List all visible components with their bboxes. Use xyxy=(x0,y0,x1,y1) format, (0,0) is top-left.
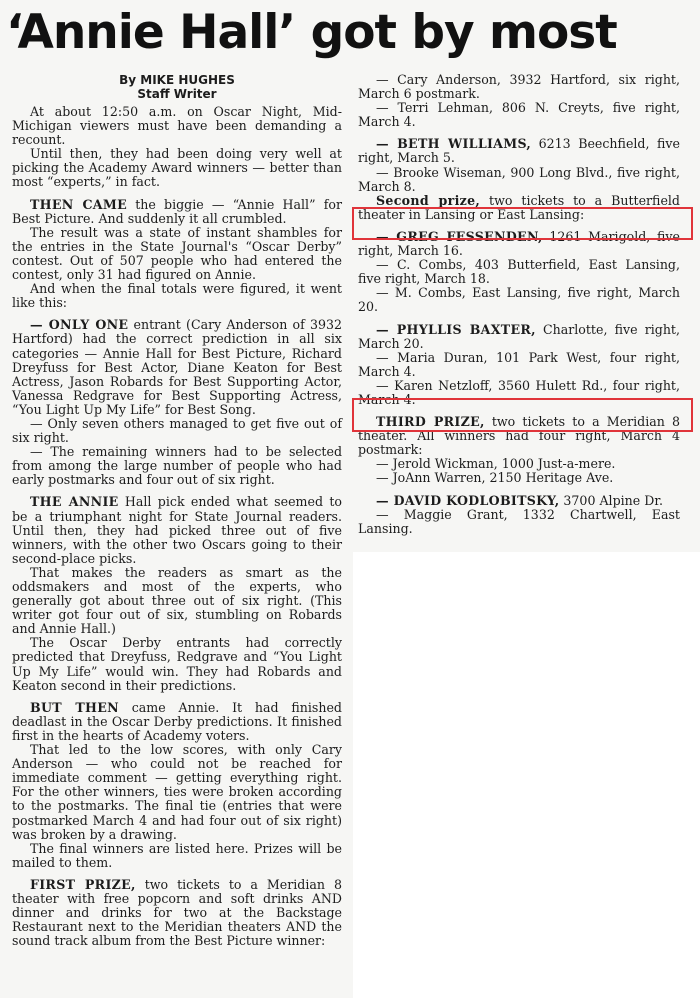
paragraph-text: two tickets to a Meridian 8 theater. All winners had four right, March 4 postmark: xyxy=(358,414,680,458)
paragraph-text: — Brooke Wiseman, 900 Long Blvd., five right, March 8. xyxy=(358,164,680,194)
right-paragraph xyxy=(358,286,680,314)
left-column xyxy=(12,73,342,948)
paragraph-text: — M. Combs, East Lansing, five right, March 20. xyxy=(358,285,680,315)
right-paragraph xyxy=(358,351,680,379)
right-paragraph xyxy=(358,508,680,536)
paragraph-text: That makes the readers as smart as the oddsmakers and most of the experts, who generally got about three out of six right. (This writer got four out of six, stumbling on Robards and Annie Hall.) xyxy=(12,564,342,637)
byline xyxy=(12,73,342,101)
left-paragraph xyxy=(12,566,342,636)
paragraph-text: 6213 Beechfield, five right, March 5. xyxy=(358,136,680,166)
paragraph-lead: Second prize, xyxy=(376,192,481,208)
paragraph-lead: THIRD PRIZE, xyxy=(376,414,485,430)
paragraph-text: The final winners are listed here. Prizes will be mailed to them. xyxy=(12,840,342,870)
paragraph-text: At about 12:50 a.m. on Oscar Night, Mid-Michigan viewers must have been demanding a recount. xyxy=(12,104,342,148)
paragraph-text: — The remaining winners had to be selected from among the large number of people who had early postmarks and four out of six right. xyxy=(12,444,342,488)
paragraph-text: — Maria Duran, 101 Park West, four right, March 4. xyxy=(358,349,680,379)
left-paragraph xyxy=(12,743,342,842)
left-paragraph xyxy=(12,417,342,445)
left-paragraph xyxy=(12,878,342,948)
paragraph-lead: FIRST PRIZE, xyxy=(30,876,136,892)
left-paragraph xyxy=(12,105,342,147)
left-paragraph xyxy=(12,495,342,565)
left-paragraph xyxy=(12,701,342,743)
paragraph-text: — Jerold Wickman, 1000 Just-a-mere. xyxy=(376,456,616,472)
headline: ‘Annie Hall’ got by most xyxy=(6,5,617,60)
left-paragraph xyxy=(12,282,342,310)
right-column-body xyxy=(358,73,680,536)
paragraph-text: came Annie. It had finished deadlast in the Oscar Derby predictions. It finished first in the hearts of Academy voters. xyxy=(12,699,342,743)
left-paragraph xyxy=(12,226,342,282)
paragraph-text: two tickets to a Meridian 8 theater with free popcorn and soft drinks AND dinner and drinks for two at the Backstage Restaurant next to the Meridian theaters AND the sound track album from the Best Picture winner: xyxy=(12,876,342,949)
paragraph-text: — Cary Anderson, 3932 Hartford, six right, March 6 postmark. xyxy=(358,72,680,102)
paragraph-lead: — PHYLLIS BAXTER, xyxy=(376,321,536,337)
paragraph-text: two tickets to a Butterfield theater in Lansing or East Lansing: xyxy=(358,192,680,222)
paragraph-lead: BUT THEN xyxy=(30,699,119,715)
paragraph-lead: — ONLY ONE xyxy=(30,317,129,333)
left-column-body xyxy=(12,105,342,948)
paragraph-lead: — GREG FESSENDEN, xyxy=(376,228,543,244)
paragraph-text: Charlotte, five right, March 20. xyxy=(358,321,680,351)
paragraph-lead: — BETH WILLIAMS, xyxy=(376,136,532,152)
right-paragraph xyxy=(358,137,680,165)
paragraph-lead: THEN CAME xyxy=(30,196,127,212)
paragraph-text: entrant (Cary Anderson of 3932 Hartford) had the correct prediction in all six categories — Annie Hall for Best Picture, Richard Dreyfuss for Best Actor, Diane Keaton for Best Actress, Jason Robards for Best Supporting Actor, Vanessa Redgrave for Best Supporting Actress, “You Light Up My Life” for Best Song. xyxy=(12,317,342,417)
paragraph-text: 3700 Alpine Dr. xyxy=(559,492,663,508)
right-column xyxy=(358,73,680,536)
byline-author: By MIKE HUGHES xyxy=(119,73,235,87)
paragraph-text: And when the final totals were figured, it went like this: xyxy=(12,281,342,311)
paragraph-text: Until then, they had been doing very well at picking the Academy Award winners — better than most “experts,” in fact. xyxy=(12,146,342,190)
paragraph-text: 1261 Marigold, five right, March 16. xyxy=(358,228,680,259)
paragraph-text: The Oscar Derby entrants had correctly predicted that Dreyfuss, Redgrave and “You Light Up My Life” would win. They had Robards and Keaton second in their predictions. xyxy=(12,635,342,693)
paragraph-lead: THE ANNIE xyxy=(30,494,119,510)
highlight-box-second-prize xyxy=(352,207,693,240)
right-paragraph xyxy=(358,471,680,485)
paragraph-text: — Maggie Grant, 1332 Chartwell, East Lansing. xyxy=(358,506,680,536)
paragraph-text: That led to the low scores, with only Cary Anderson — who could not be reached for immediate comment — getting everything right. For the other winners, ties were broken according to the postmarks. The final tie (entries that were postmarked March 4 and had four out of six right) was broken by a drawing. xyxy=(12,742,342,842)
left-paragraph xyxy=(12,318,342,417)
left-paragraph xyxy=(12,147,342,189)
paragraph-text: the biggie — “Annie Hall” for Best Picture. And suddenly it all crumbled. xyxy=(12,196,342,226)
right-paragraph xyxy=(358,101,680,129)
left-paragraph xyxy=(12,842,342,870)
right-paragraph xyxy=(358,323,680,351)
right-paragraph xyxy=(358,457,680,471)
right-paragraph xyxy=(358,258,680,286)
right-paragraph xyxy=(358,166,680,194)
paragraph-text: — C. Combs, 403 Butterfield, East Lansing, five right, March 18. xyxy=(358,257,680,287)
paragraph-text: The result was a state of instant shambles for the entries in the State Journal's “Oscar Derby” contest. Out of 507 people who had entered the contest, only 31 had figured on Annie. xyxy=(12,224,342,283)
paragraph-text: — Terri Lehman, 806 N. Creyts, five right, March 4. xyxy=(358,100,680,130)
highlight-box-karen-netzloff xyxy=(352,398,693,432)
left-paragraph xyxy=(12,198,342,226)
byline-role: Staff Writer xyxy=(137,87,217,101)
paragraph-text: — Only seven others managed to get five out of six right. xyxy=(12,415,342,446)
right-paragraph xyxy=(358,494,680,508)
right-paragraph xyxy=(358,73,680,101)
paragraph-text: Hall pick ended what seemed to be a triumphant night for State Journal readers. Until then, they had picked three out of five winners, with the other two Oscars going to their second-place picks. xyxy=(12,494,342,566)
left-paragraph xyxy=(12,445,342,487)
left-paragraph xyxy=(12,636,342,692)
paragraph-text: — Karen Netzloff, 3560 Hulett Rd., four right, March 4. xyxy=(358,377,680,407)
paragraph-text: — JoAnn Warren, 2150 Heritage Ave. xyxy=(376,470,614,486)
paragraph-lead: — DAVID KODLOBITSKY, xyxy=(376,492,560,508)
